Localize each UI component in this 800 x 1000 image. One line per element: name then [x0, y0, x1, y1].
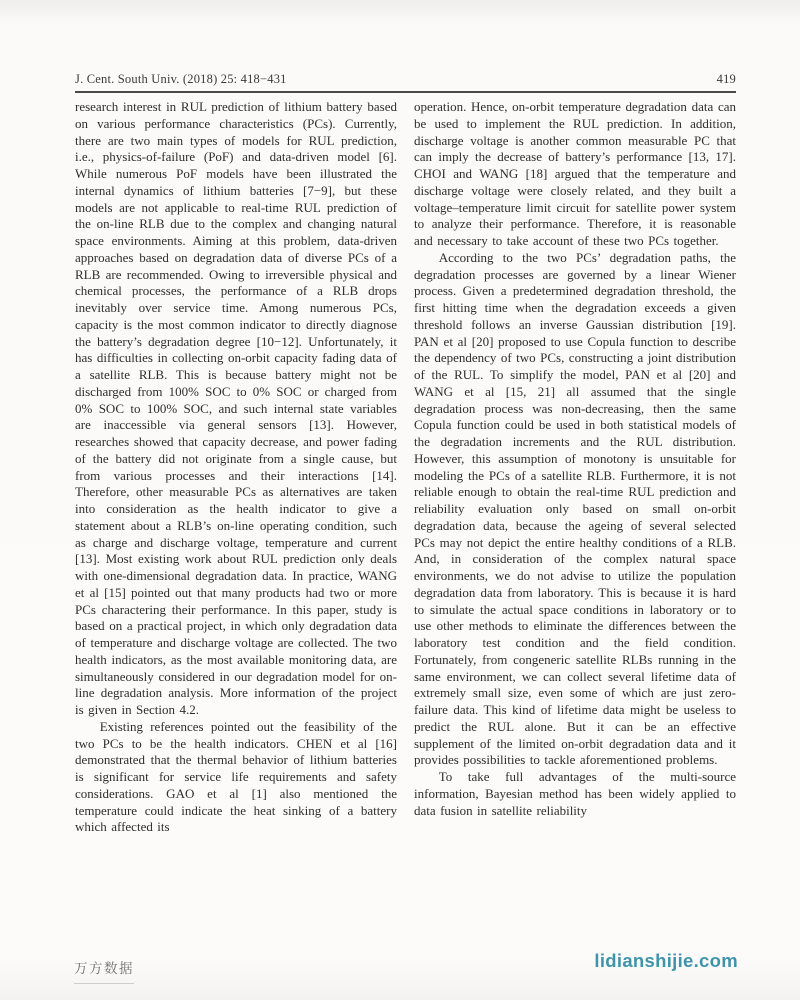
paragraph: According to the two PCs’ degradation paths, the degradation processes are governed by a linear Wiener process. Given a predetermined degradation threshold, the first hitting time when the degradation exceeds a given threshold follows an inverse Gaussian distribution [19]. PAN et al [20] proposed to use Copula function to describe the dependency of two PCs, constructing a joint distribution of the RUL. To simplify the model, PAN et al [20] and WANG et al [15, 21] all assumed that the single degradation process was non-decreasing, then the same Copula function could be used in both statistical models of the degradation increments and the RUL distribution. However, this assumption of monotony is unsuitable for modeling the PCs of a satellite RLB. Furthermore, it is not reliable enough to obtain the real-time RUL prediction and reliability evaluation only based on small on-orbit degradation data, because the ageing of several selected PCs may not depict the entire healthy conditions of a RLB. And, in consideration of the complex natural space environments, we do not advise to utilize the population degradation data from laboratory. This is because it is hard to simulate the actual space conditions in laboratory or to use other methods to eliminate the differences between the laboratory test condition and the field condition. Fortunately, from congeneric satellite RLBs running in the same environment, we can collect several lifetime data of extremely small size, even some of which are just zero-failure data. This kind of lifetime data might be useless to predict the RUL alone. But it can be an effective supplement of the limited on-orbit degradation data and it provides possibilities to tackle aforementioned problems.: [414, 249, 736, 768]
page-header: [75, 72, 736, 93]
paragraph: To take full advantages of the multi-source information, Bayesian method has been widely applied to data fusion in satellite reliability: [414, 769, 736, 818]
left-column: [75, 99, 397, 836]
page-number: 419: [716, 72, 736, 86]
paragraph-continuation: research interest in RUL prediction of lithium battery based on various performance characteristics (PCs). Currently, there are two main types of models for RUL prediction, i.e., physics-of-failure (PoF) and data-driven model [6]. While numerous PoF models have been illustrated the internal dynamics of lithium batteries [7−9], but these models are not applicable to real-time RUL prediction of the on-line RLB due to the complex and changing natural space environments. Aiming at this problem, data-driven approaches based on degradation data of diverse PCs of a RLB are recommended. Owing to irreversible physical and chemical processes, the performance of a RLB drops inevitably over service time. Among numerous PCs, capacity is the most common indicator to directly diagnose the battery’s degradation degree [10−12]. Unfortunately, it has difficulties in collecting on-orbit capacity fading data of a satellite RLB. This is because battery might not be discharged from 100% SOC to 0% SOC or charged from 0% SOC to 100% SOC, and such internal state variables are inaccessible via general sensors [13]. However, researches showed that capacity decrease, and power fading of the battery did not originate from a single cause, but from various processes and their interactions [14]. Therefore, other measurable PCs as alternatives are taken into consideration as the health indicator to give a statement about a RLB’s on-line operating condition, such as charge and discharge voltage, temperature and current [13]. Most existing work about RUL prediction only deals with one-dimensional degradation data. In practice, WANG et al [15] pointed out that many products had two or more PCs charactering their performance. In this paper, study is based on a practical project, in which only degradation data of temperature and discharge voltage are collected. The two health indicators, as the most available monitoring data, are simultaneously considered in our degradation model for on-line degradation analysis. More information of the project is given in Section 4.2.: [75, 99, 397, 717]
paragraph-continuation: operation. Hence, on-orbit temperature degradation data can be used to implement the RUL prediction. In addition, discharge voltage is another common measurable PC that can imply the decrease of battery’s performance [13, 17]. CHOI and WANG [18] argued that the temperature and discharge voltage were closely related, and they built a voltage–temperature limit circuit for satellite power system to analyze their performance. Therefore, it is reasonable and necessary to take account of these two PCs together.: [414, 99, 736, 248]
journal-citation: J. Cent. South Univ. (2018) 25: 418−431: [75, 72, 287, 86]
article-body: [75, 99, 736, 836]
paragraph: Existing references pointed out the feasibility of the two PCs to be the health indicators. CHEN et al [16] demonstrated that the thermal behavior of lithium batteries is significant for service life requirements and safety considerations. GAO et al [1] also mentioned the temperature could indicate the heat sinking of a battery which affected its: [75, 718, 397, 835]
site-watermark: lidianshijie.com: [594, 950, 738, 971]
wanfang-data-watermark: 万方数据: [74, 957, 134, 984]
right-column: [414, 99, 736, 836]
